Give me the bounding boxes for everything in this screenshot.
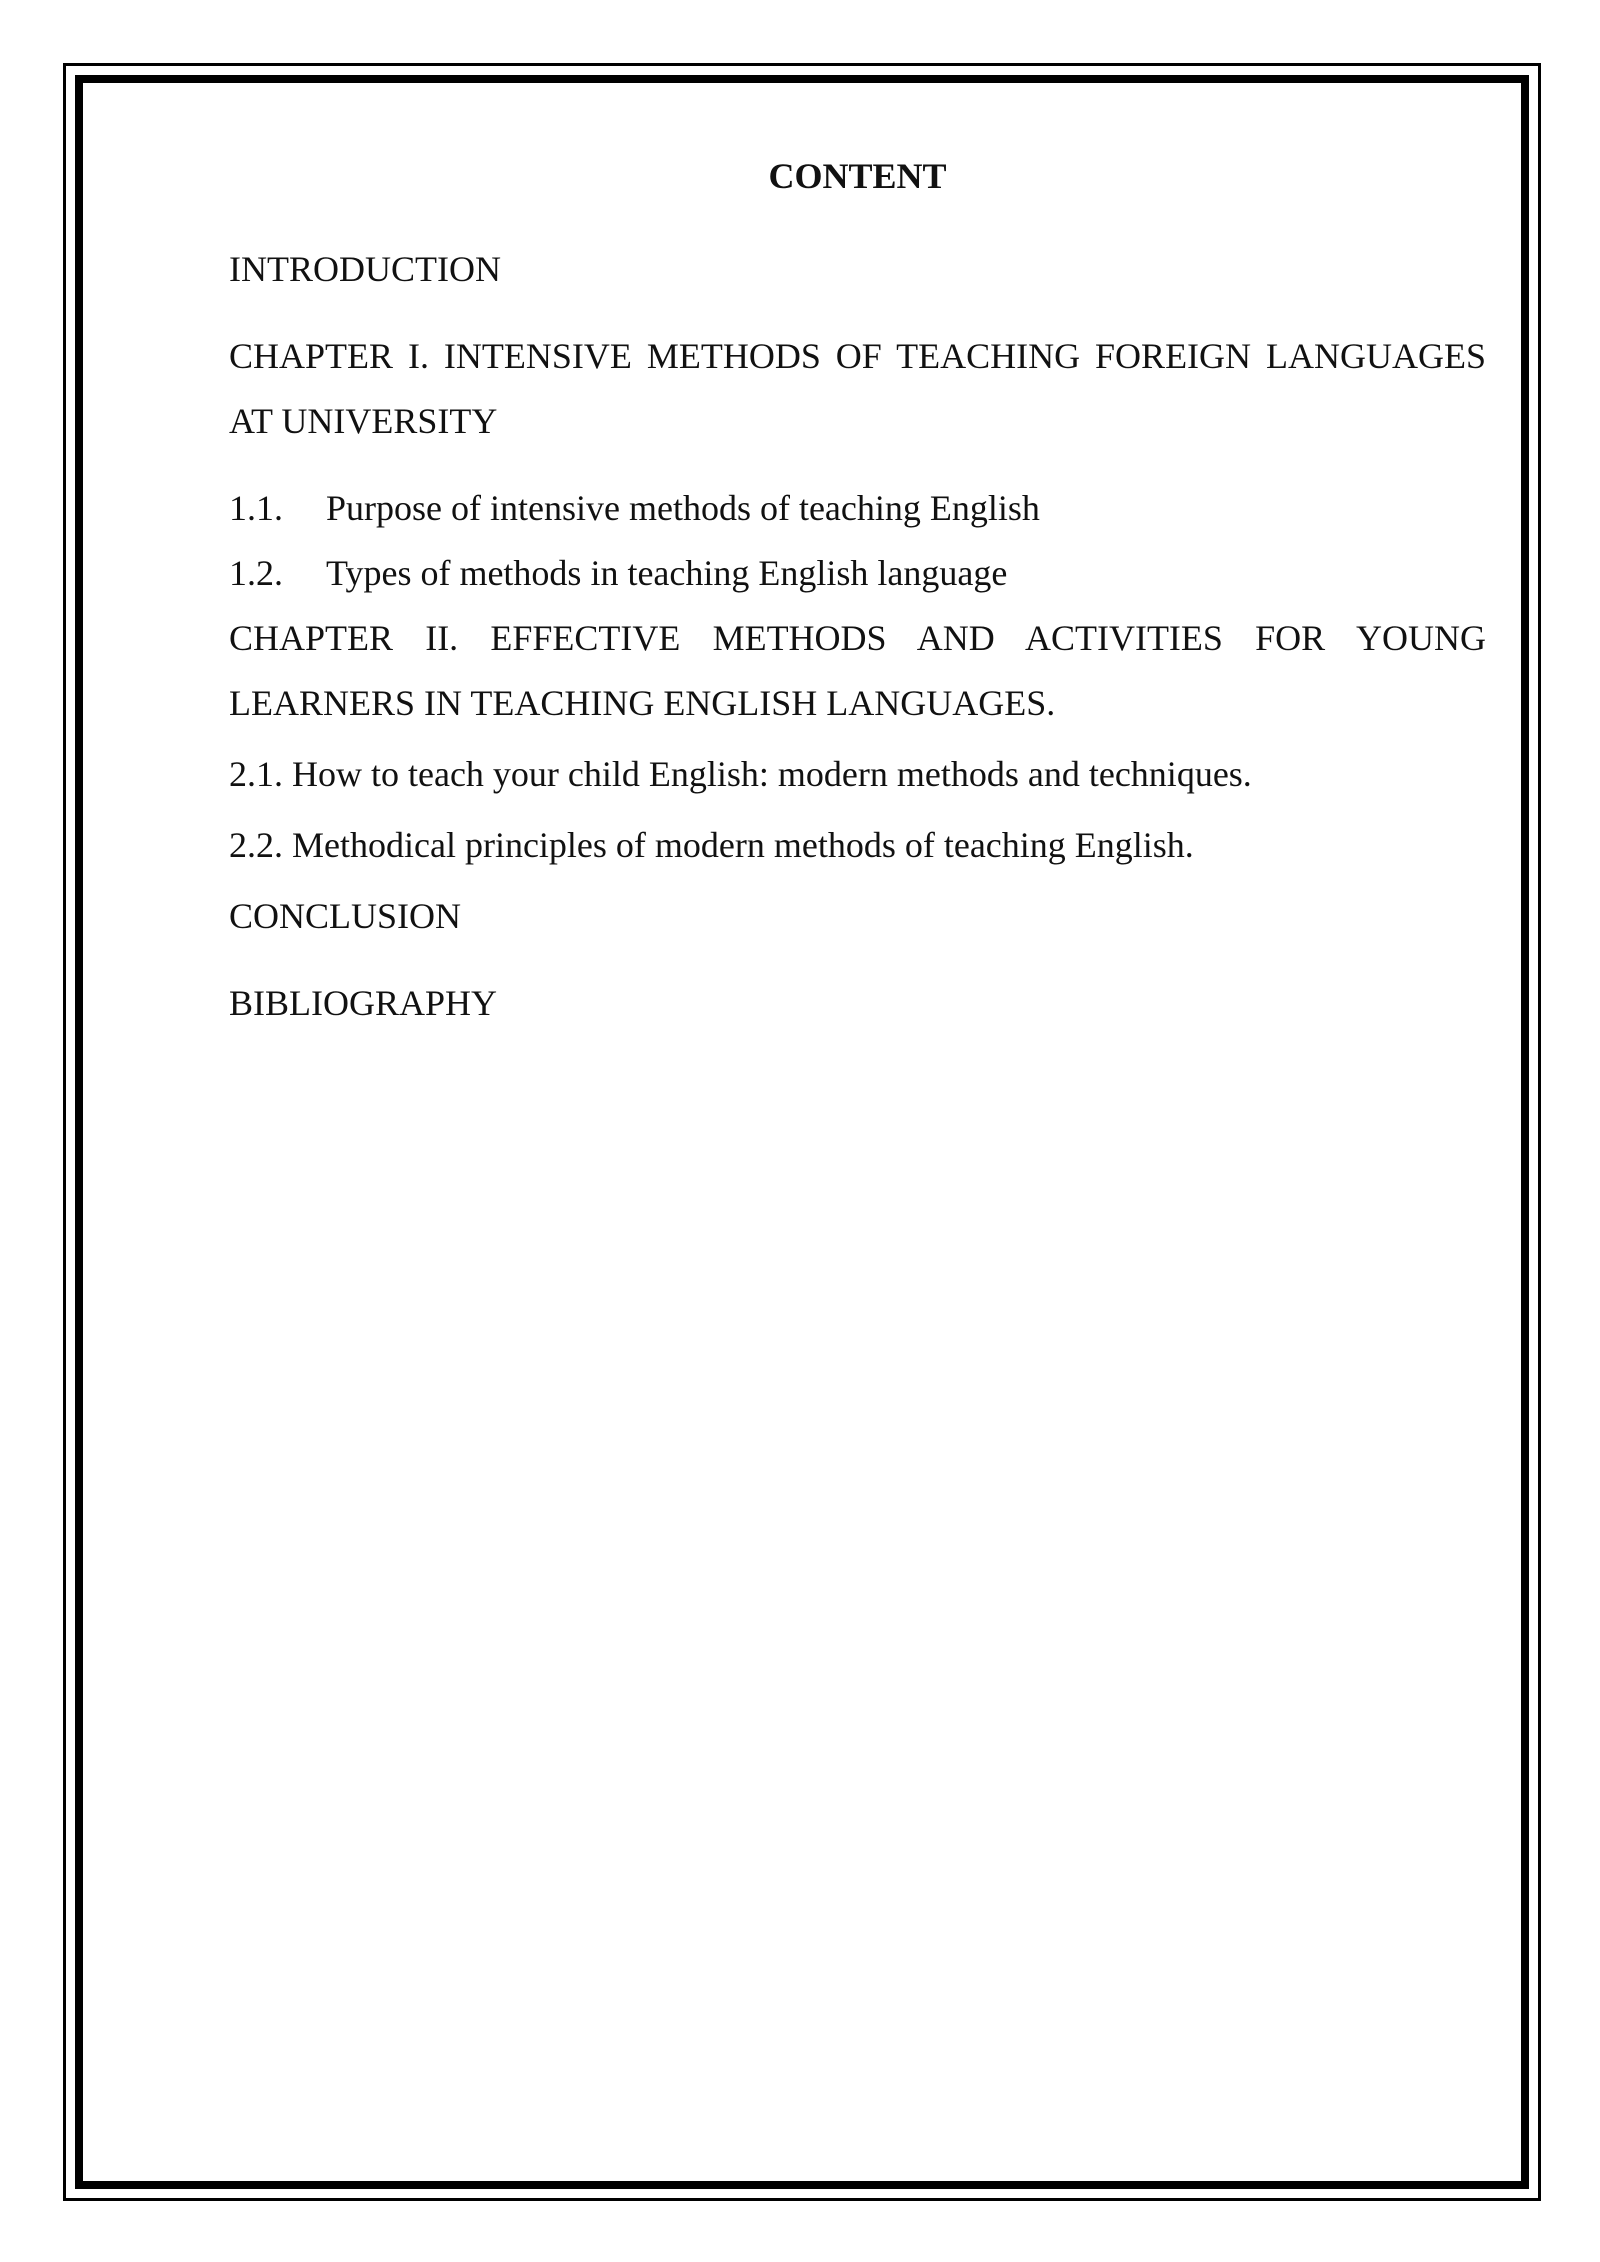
toc-entry-section-2-2: 2.2. Methodical principles of modern methods of teaching English. [229, 825, 1194, 865]
section-title: Types of methods in teaching English language [326, 553, 1008, 593]
toc-entry-conclusion: CONCLUSION [229, 896, 462, 936]
toc-entry-section-2-1: 2.1. How to teach your child English: modern methods and techniques. [229, 754, 1252, 794]
toc-entry-chapter-2-line-1: CHAPTER II. EFFECTIVE METHODS AND ACTIVITIES FOR YOUNG [229, 618, 1486, 658]
section-number: 1.2. [229, 553, 283, 593]
toc-entry-introduction: INTRODUCTION [229, 249, 501, 289]
section-number: 1.1. [229, 488, 283, 528]
toc-entry-chapter-1 [229, 324, 1486, 454]
toc-entry-chapter-1-line-2: AT UNIVERSITY [229, 401, 498, 441]
toc-entry-section-1-1 [229, 476, 1486, 541]
toc-entry-section-1-2 [229, 541, 1486, 606]
toc-entry-chapter-2 [229, 606, 1486, 736]
toc-entry-chapter-1-line-1: CHAPTER I. INTENSIVE METHODS OF TEACHING FOREIGN LANGUAGES [229, 336, 1486, 376]
table-of-contents [229, 150, 1486, 1036]
toc-entry-bibliography: BIBLIOGRAPHY [229, 983, 498, 1023]
page-title: CONTENT [768, 156, 947, 196]
toc-entry-chapter-2-line-2: LEARNERS IN TEACHING ENGLISH LANGUAGES. [229, 683, 1056, 723]
section-title: Purpose of intensive methods of teaching English [326, 488, 1040, 528]
